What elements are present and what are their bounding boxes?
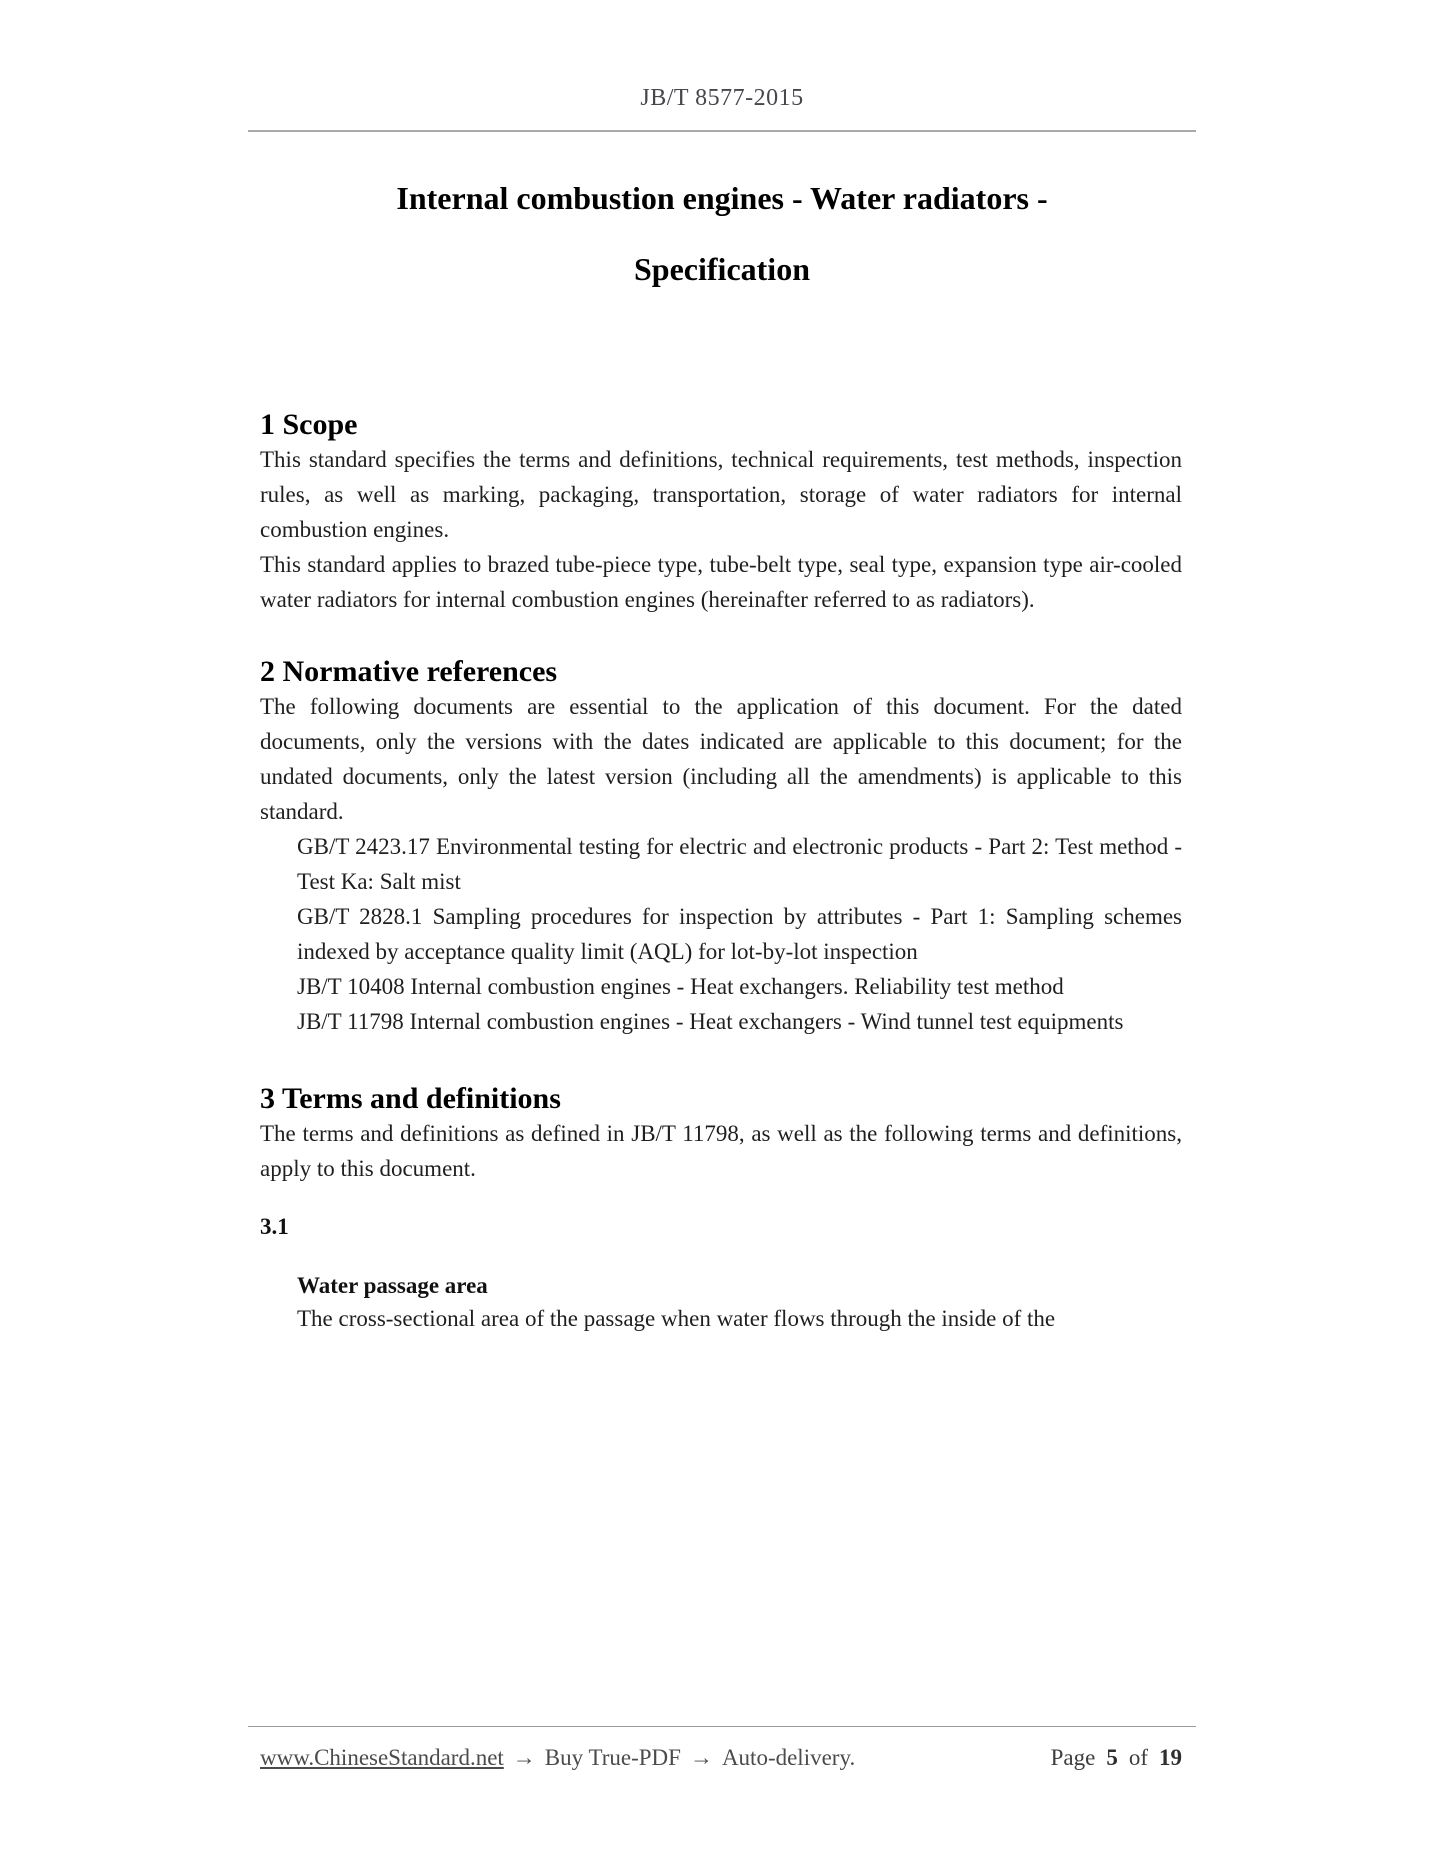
term-definition: The cross-sectional area of the passage when water flows through the inside of the	[297, 1306, 1056, 1331]
terms-intro-paragraph: The terms and definitions as defined in JB/T 11798, as well as the following terms and definitions, apply to this document.	[260, 1121, 1182, 1181]
header-divider	[248, 130, 1196, 132]
section-heading-scope: 1 Scope	[260, 408, 358, 441]
auto-delivery-label: Auto-delivery.	[721, 1745, 856, 1770]
term-number: 3.1	[260, 1214, 289, 1239]
reference-item: JB/T 11798 Internal combustion engines - Heat exchangers - Wind tunnel test equipments	[297, 1009, 1124, 1034]
arrow-right-icon: →	[512, 1745, 536, 1770]
current-page-number: 5	[1106, 1745, 1118, 1770]
scope-paragraph-2: This standard applies to brazed tube-piece type, tube-belt type, seal type, expansion type air-cooled water radiators for internal combustion engines (hereinafter referred to as radiators).	[260, 552, 1182, 612]
arrow-right-icon: →	[689, 1745, 713, 1770]
reference-item: JB/T 10408 Internal combustion engines - Heat exchangers. Reliability test method	[297, 974, 1064, 999]
term-name: Water passage area	[297, 1273, 488, 1298]
footer-row	[260, 1743, 1182, 1773]
of-label: of	[1128, 1745, 1148, 1770]
header-doc-number: JB/T 8577-2015	[640, 85, 804, 111]
section-heading-terms-definitions: 3 Terms and definitions	[260, 1082, 561, 1115]
page-indicator	[1051, 1743, 1182, 1773]
footer-divider	[248, 1726, 1196, 1727]
document-page	[248, 0, 1196, 1336]
scope-paragraph-1: This standard specifies the terms and definitions, technical requirements, test methods, inspection rules, as well as marking, packaging, transportation, storage of water radiators for internal combustion engines.	[260, 447, 1182, 542]
buy-true-pdf-label: Buy True-PDF	[544, 1745, 681, 1770]
section-heading-normative-references: 2 Normative references	[260, 655, 558, 688]
document-title-line2: Specification	[634, 251, 810, 287]
reference-item: GB/T 2828.1 Sampling procedures for inspection by attributes - Part 1: Sampling schemes indexed by acceptance quality limit (AQL) for lot-by-lot inspection	[297, 904, 1182, 964]
reference-item: GB/T 2423.17 Environmental testing for electric and electronic products - Part 2: Test method - Test Ka: Salt mist	[297, 834, 1182, 894]
site-link[interactable]: www.ChineseStandard.net	[260, 1745, 504, 1770]
normative-intro-paragraph: The following documents are essential to the application of this document. For the dated documents, only the versions with the dates indicated are applicable to this document; for the undated documents, only the latest version (including all the amendments) is applicable to this standard.	[260, 694, 1182, 824]
total-page-number: 19	[1159, 1745, 1182, 1770]
page-label: Page	[1050, 1745, 1096, 1770]
document-title-line1: Internal combustion engines - Water radiators -	[396, 180, 1048, 216]
footer-left-group	[260, 1743, 855, 1773]
page-footer	[248, 1726, 1196, 1773]
